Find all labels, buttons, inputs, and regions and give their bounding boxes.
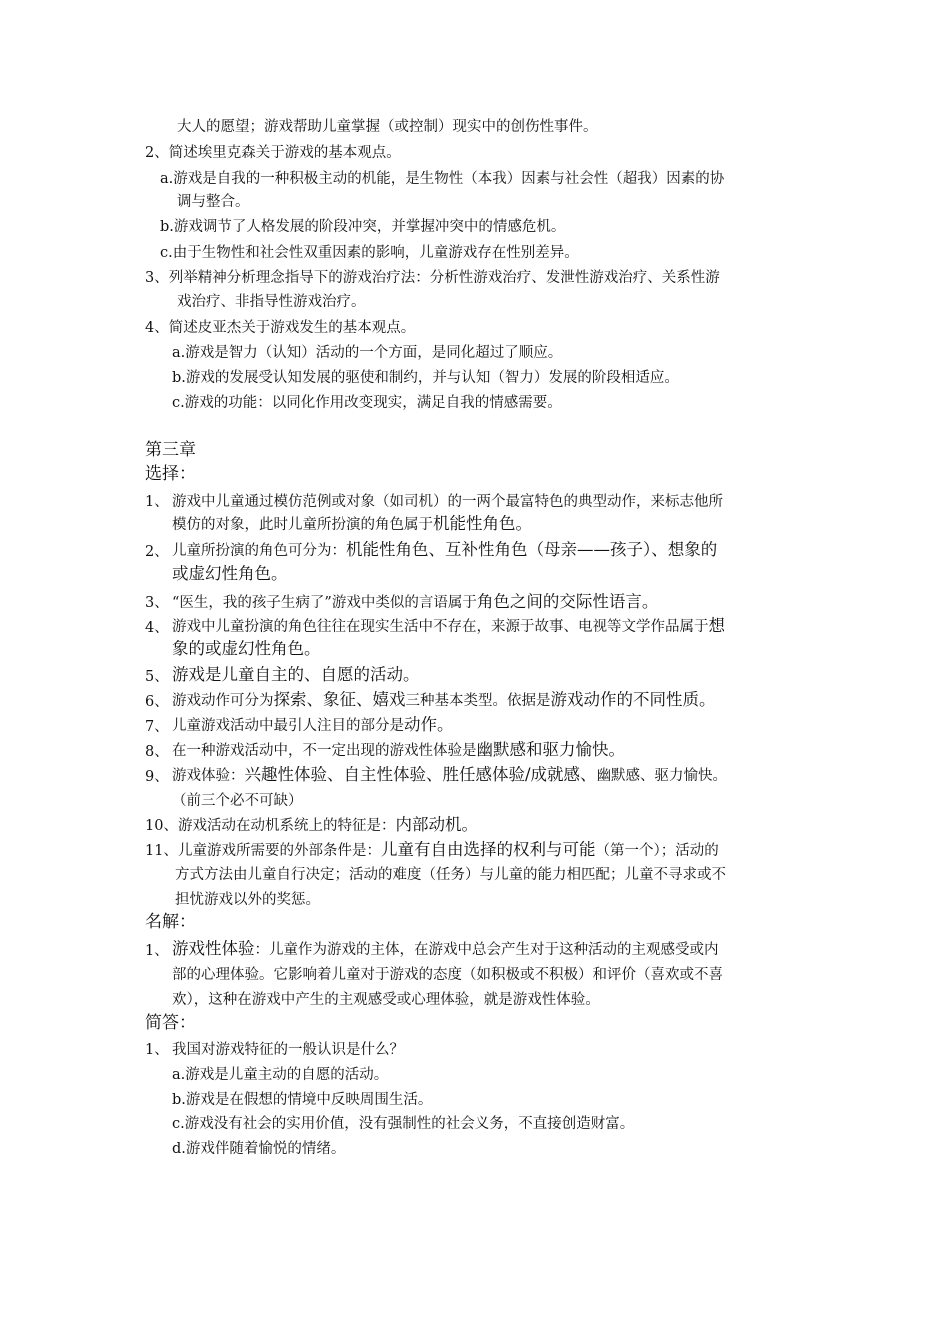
definition-1-term: 游戏性体验 — [172, 939, 255, 958]
choice-10-text: 10、游戏活动在动机系统上的特征是： — [145, 818, 396, 834]
choice-11-text-2: （第一个）；活动的 — [595, 843, 719, 859]
choice-2-line1 — [172, 540, 717, 561]
choice-6-answer: 探索、象征、嬉戏 — [273, 690, 406, 709]
choice-11-line2: 方式方法由儿童自行决定；活动的难度（任务）与儿童的能力相匹配；儿童不寻求或不 — [175, 867, 726, 883]
choice-9-text: 游戏体验： — [172, 768, 245, 784]
choice-11-line1 — [145, 840, 719, 861]
choice-11-answer: 儿童有自由选择的权利与可能 — [380, 840, 596, 859]
choice-8-number: 8、 — [145, 744, 169, 760]
choice-2-answer: 机能性角色、互补性角色（母亲——孩子）、想象的 — [346, 540, 718, 559]
choice-9-line1 — [172, 765, 727, 786]
choice-4-line1 — [172, 616, 725, 637]
definition-1-text: ：儿童作为游戏的主体，在游戏中总会产生对于这种活动的主观感受或内 — [254, 942, 719, 958]
definition-1-line3: 欢），这种在游戏中产生的主观感受或心理体验，就是游戏性体验。 — [172, 992, 600, 1008]
section-heading-choice: 选择： — [145, 464, 196, 484]
choice-7-text: 儿童游戏活动中最引人注目的部分是 — [172, 718, 404, 734]
choice-4-line2: 象的或虚幻性角色。 — [172, 639, 321, 658]
ch2-continuation-line: 大人的愿望；游戏帮助儿童掌握（或控制）现实中的创伤性事件。 — [177, 119, 598, 135]
ch2-question-3-line2: 戏治疗、非指导性游戏治疗。 — [177, 294, 366, 310]
short-answer-1-item-d: d.游戏伴随着愉悦的情绪。 — [172, 1141, 346, 1157]
choice-6-text: 游戏动作可分为 — [172, 693, 274, 709]
choice-2-number: 2、 — [145, 544, 169, 560]
choice-6-number: 6、 — [145, 694, 169, 710]
choice-1-text: 模仿的对象，此时儿童所扮演的角色属于 — [172, 517, 433, 533]
choice-9-answer: 兴趣性体验、自主性体验、胜任感体验/成就感、 — [244, 765, 597, 784]
choice-9-number: 9、 — [145, 769, 169, 785]
definition-1-number: 1、 — [145, 943, 169, 959]
ch2-question-4: 4、简述皮亚杰关于游戏发生的基本观点。 — [145, 320, 416, 336]
choice-2-line2: 或虚幻性角色。 — [172, 564, 288, 583]
choice-11-text: 11、儿童游戏所需要的外部条件是： — [145, 843, 381, 859]
section-heading-short-answer: 简答： — [145, 1013, 196, 1033]
choice-5-number: 5、 — [145, 669, 169, 685]
choice-11-line3: 担忧游戏以外的奖惩。 — [175, 892, 320, 908]
short-answer-1-question: 我国对游戏特征的一般认识是什么？ — [172, 1042, 404, 1058]
choice-8-answer: 幽默感和驱力愉快。 — [476, 740, 625, 759]
choice-10-answer: 内部动机。 — [395, 815, 478, 834]
choice-7-line — [172, 715, 454, 736]
choice-9-line2: （前三个必不可缺） — [172, 793, 303, 809]
choice-8-line — [172, 740, 625, 761]
short-answer-1-item-c: c.游戏没有社会的实用价值，没有强制性的社会义务，不直接创造财富。 — [172, 1116, 635, 1132]
short-answer-1-number: 1、 — [145, 1042, 169, 1058]
section-heading-definition: 名解： — [145, 912, 196, 932]
ch2-q4-answer-c: c.游戏的功能：以同化作用改变现实，满足自我的情感需要。 — [172, 395, 562, 411]
definition-1-line2: 部的心理体验。它影响着儿童对于游戏的态度（如积极或不积极）和评价（喜欢或不喜 — [172, 967, 723, 983]
choice-7-number: 7、 — [145, 719, 169, 735]
choice-3-answer: 角色之间的交际性语言。 — [476, 592, 659, 611]
choice-10-line — [145, 815, 478, 836]
choice-6-line — [172, 690, 716, 711]
choice-1-number: 1、 — [145, 494, 169, 510]
choice-7-answer: 动作。 — [404, 715, 454, 734]
ch2-question-3-line1: 3、列举精神分析理念指导下的游戏治疗法：分析性游戏治疗、发泄性游戏治疗、关系性游 — [145, 270, 720, 286]
choice-6-text-2: 三种基本类型。依据是 — [405, 693, 551, 709]
short-answer-1-item-a: a.游戏是儿童主动的自愿的活动。 — [172, 1067, 389, 1083]
definition-1-line1 — [172, 939, 719, 960]
ch2-q2-answer-a-line2: 调与整合。 — [177, 194, 250, 210]
short-answer-1-item-b: b.游戏是在假想的情境中反映周围生活。 — [172, 1092, 433, 1108]
choice-3-line — [172, 592, 658, 613]
choice-1-line1: 游戏中儿童通过模仿范例或对象（如司机）的一两个最富特色的典型动作，来标志他所 — [172, 494, 723, 510]
choice-6-answer-2: 游戏动作的不同性质。 — [550, 690, 716, 709]
choice-9-answer-2: 幽默感、驱力愉快。 — [596, 768, 728, 784]
choice-4-number: 4、 — [145, 620, 169, 636]
choice-3-number: 3、 — [145, 595, 169, 611]
ch2-q2-answer-b: b.游戏调节了人格发展的阶段冲突，并掌握冲突中的情感危机。 — [160, 219, 566, 235]
choice-5-line: 游戏是儿童自主的、自愿的活动。 — [172, 665, 420, 684]
choice-8-text: 在一种游戏活动中，不一定出现的游戏性体验是 — [172, 743, 477, 759]
ch2-q2-answer-c: c.由于生物性和社会性双重因素的影响，儿童游戏存在性别差异。 — [160, 245, 579, 261]
choice-4-text: 游戏中儿童扮演的角色往往在现实生活中不存在，来源于故事、电视等文学作品属于 — [172, 619, 709, 635]
choice-3-text: “医生，我的孩子生病了”游戏中类似的言语属于 — [172, 595, 477, 611]
ch2-q4-answer-b: b.游戏的发展受认知发展的驱使和制约，并与认知（智力）发展的阶段相适应。 — [172, 370, 679, 386]
chapter-title: 第三章 — [145, 440, 196, 460]
choice-1-line2 — [172, 514, 532, 535]
ch2-q4-answer-a: a.游戏是智力（认知）活动的一个方面，是同化超过了顺应。 — [172, 345, 563, 361]
choice-4-answer-start: 想 — [708, 616, 725, 635]
choice-1-answer: 机能性角色。 — [433, 514, 532, 533]
ch2-q2-answer-a-line1: a.游戏是自我的一种积极主动的机能，是生物性（本我）因素与社会性（超我）因素的协 — [160, 171, 725, 187]
ch2-question-2: 2、简述埃里克森关于游戏的基本观点。 — [145, 145, 401, 161]
choice-2-text: 儿童所扮演的角色可分为： — [172, 543, 346, 559]
